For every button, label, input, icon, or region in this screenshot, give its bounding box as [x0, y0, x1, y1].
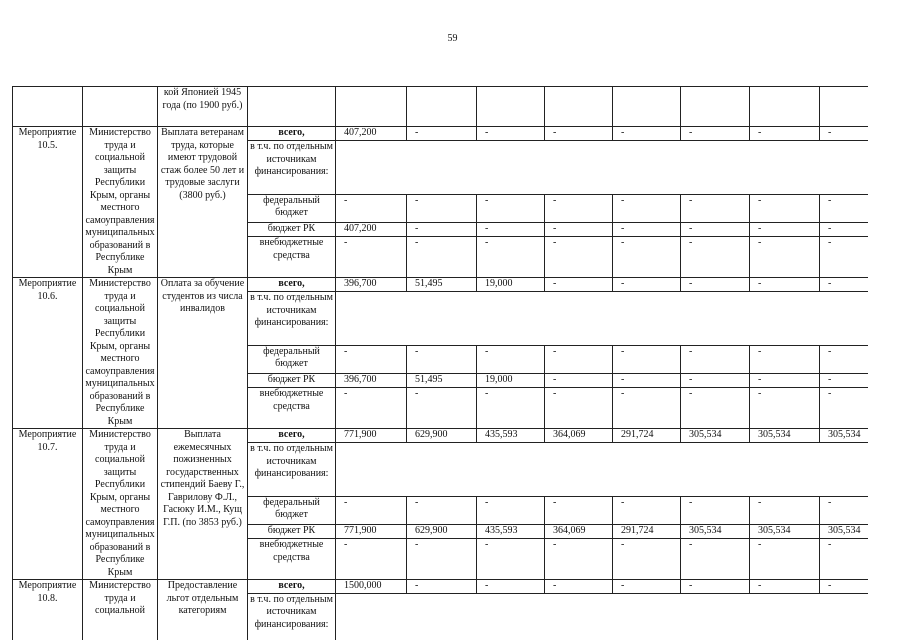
value-cell: 305,534	[750, 524, 820, 538]
value-cell: -	[820, 194, 869, 222]
value-cell: -	[407, 388, 477, 429]
value-cell: -	[477, 127, 545, 141]
value-cell: -	[820, 127, 869, 141]
value-cell: -	[477, 580, 545, 594]
value-cell: -	[336, 496, 407, 524]
value-cell: -	[820, 237, 869, 278]
measure-id: Мероприятие 10.8.	[13, 580, 83, 640]
measure-executor: Министерство труда и социальной защиты Республики Крым, органы местного самоуправления муниципальных образований в Республике Крым	[83, 278, 158, 429]
funding-source-label: всего,	[248, 580, 336, 594]
value-cell: -	[545, 580, 613, 594]
value-cell: -	[477, 496, 545, 524]
value-cell: -	[407, 237, 477, 278]
value-cell: -	[681, 222, 750, 236]
value-cell: -	[613, 496, 681, 524]
funding-source-label: внебюджетные средства	[248, 539, 336, 580]
measure-id: Мероприятие 10.7.	[13, 429, 83, 580]
value-cell: -	[750, 237, 820, 278]
value-cell: -	[681, 237, 750, 278]
value-cell: -	[750, 388, 820, 429]
value-cell: -	[336, 345, 407, 373]
value-cell: -	[613, 373, 681, 387]
empty-value-cell	[336, 292, 869, 346]
value-cell: 435,593	[477, 524, 545, 538]
value-cell: -	[613, 388, 681, 429]
funding-source-label: в т.ч. по отдельным источникам финансирования:	[248, 593, 336, 640]
value-cell: 19,000	[477, 278, 545, 292]
value-cell: -	[477, 237, 545, 278]
value-cell: -	[820, 345, 869, 373]
value-cell: -	[336, 388, 407, 429]
value-cell: -	[407, 539, 477, 580]
value-cell: -	[336, 237, 407, 278]
measure-description: Оплата за обучение студентов из числа инвалидов	[158, 278, 248, 429]
value-cell: 629,900	[407, 429, 477, 443]
value-cell: -	[407, 580, 477, 594]
empty-cell	[248, 87, 336, 127]
value-cell: -	[545, 127, 613, 141]
value-cell: -	[750, 373, 820, 387]
value-cell: -	[681, 373, 750, 387]
value-cell: -	[613, 345, 681, 373]
funding-source-label: бюджет РК	[248, 222, 336, 236]
table-row	[13, 127, 869, 141]
value-cell: 51,495	[407, 373, 477, 387]
value-cell: -	[750, 345, 820, 373]
value-cell: -	[613, 222, 681, 236]
value-cell: -	[545, 496, 613, 524]
funding-source-label: в т.ч. по отдельным источникам финансирования:	[248, 443, 336, 497]
funding-source-label: всего,	[248, 127, 336, 141]
value-cell: -	[407, 194, 477, 222]
funding-source-label: внебюджетные средства	[248, 237, 336, 278]
measure-id: Мероприятие 10.5.	[13, 127, 83, 278]
prev-description-fragment: кой Японией 1945 года (по 1900 руб.)	[158, 87, 248, 127]
value-cell: 435,593	[477, 429, 545, 443]
funding-source-label: в т.ч. по отдельным источникам финансирования:	[248, 141, 336, 195]
table-row	[13, 580, 869, 594]
value-cell: -	[545, 539, 613, 580]
value-cell: -	[820, 388, 869, 429]
budget-table	[12, 86, 868, 640]
measure-executor: Министерство труда и социальной защиты Республики Крым, органы местного самоуправления муниципальных образований в Республике Крым	[83, 127, 158, 278]
value-cell: -	[750, 496, 820, 524]
value-cell: -	[407, 222, 477, 236]
value-cell: 305,534	[820, 429, 869, 443]
value-cell: 771,900	[336, 429, 407, 443]
value-cell: -	[681, 278, 750, 292]
value-cell: -	[681, 345, 750, 373]
funding-source-label: бюджет РК	[248, 373, 336, 387]
value-cell: -	[681, 496, 750, 524]
value-cell: -	[477, 345, 545, 373]
value-cell: -	[407, 496, 477, 524]
measure-description: Предоставление льгот отдельным категориям	[158, 580, 248, 640]
value-cell: 396,700	[336, 278, 407, 292]
funding-source-label: всего,	[248, 278, 336, 292]
value-cell: -	[545, 278, 613, 292]
empty-value-cell	[336, 141, 869, 195]
value-cell: -	[613, 127, 681, 141]
value-cell: 19,000	[477, 373, 545, 387]
value-cell: -	[545, 345, 613, 373]
funding-source-label: в т.ч. по отдельным источникам финансирования:	[248, 292, 336, 346]
value-cell: -	[681, 194, 750, 222]
value-cell: -	[750, 580, 820, 594]
value-cell: -	[407, 345, 477, 373]
value-cell: -	[750, 127, 820, 141]
funding-source-label: всего,	[248, 429, 336, 443]
table-row	[13, 429, 869, 443]
value-cell: -	[613, 278, 681, 292]
value-cell: 364,069	[545, 524, 613, 538]
value-cell: 305,534	[750, 429, 820, 443]
value-cell: -	[613, 539, 681, 580]
value-cell: -	[820, 373, 869, 387]
value-cell: -	[750, 539, 820, 580]
value-cell: 364,069	[545, 429, 613, 443]
page-number: 59	[447, 33, 458, 44]
value-cell: -	[820, 278, 869, 292]
value-cell: 629,900	[407, 524, 477, 538]
value-cell: 51,495	[407, 278, 477, 292]
funding-source-label: федеральный бюджет	[248, 345, 336, 373]
funding-source-label: федеральный бюджет	[248, 194, 336, 222]
value-cell: -	[545, 388, 613, 429]
table-row	[13, 87, 869, 127]
value-cell: 396,700	[336, 373, 407, 387]
value-cell: 291,724	[613, 524, 681, 538]
value-cell: -	[750, 278, 820, 292]
value-cell: -	[545, 222, 613, 236]
value-cell: 771,900	[336, 524, 407, 538]
value-cell: -	[336, 194, 407, 222]
table-body	[13, 87, 869, 640]
value-cell: -	[820, 496, 869, 524]
funding-source-label: бюджет РК	[248, 524, 336, 538]
value-cell: -	[407, 127, 477, 141]
value-cell: -	[820, 222, 869, 236]
budget-table-container	[12, 86, 868, 640]
value-cell: -	[477, 388, 545, 429]
value-cell: -	[613, 194, 681, 222]
value-cell: -	[750, 222, 820, 236]
measure-executor: Министерство труда и социальной защиты Республики Крым, органы местного самоуправления муниципальных образований в Республике Крым	[83, 429, 158, 580]
funding-source-label: федеральный бюджет	[248, 496, 336, 524]
measure-executor: Министерство труда и социальной	[83, 580, 158, 640]
empty-value-cell	[336, 443, 869, 497]
empty-cell	[83, 87, 158, 127]
value-cell: 407,200	[336, 222, 407, 236]
value-cell: -	[477, 539, 545, 580]
value-cell: -	[681, 580, 750, 594]
value-cell: -	[545, 373, 613, 387]
value-cell: -	[613, 237, 681, 278]
table-row	[13, 278, 869, 292]
funding-source-label: внебюджетные средства	[248, 388, 336, 429]
value-cell: -	[477, 222, 545, 236]
value-cell: 305,534	[820, 524, 869, 538]
value-cell: -	[545, 237, 613, 278]
value-cell: 407,200	[336, 127, 407, 141]
measure-id: Мероприятие 10.6.	[13, 278, 83, 429]
value-cell: -	[477, 194, 545, 222]
value-cell: -	[545, 194, 613, 222]
value-cell: 305,534	[681, 524, 750, 538]
value-cell: -	[336, 539, 407, 580]
value-cell: -	[613, 580, 681, 594]
value-cell: -	[820, 580, 869, 594]
value-cell: -	[820, 539, 869, 580]
value-cell: -	[681, 127, 750, 141]
value-cell: -	[681, 539, 750, 580]
measure-description: Выплата ветеранам труда, которые имеют трудовой стаж более 50 лет и трудовые заслуги (3800 руб.)	[158, 127, 248, 278]
value-cell: -	[750, 194, 820, 222]
value-cell: 1500,000	[336, 580, 407, 594]
value-cell: 291,724	[613, 429, 681, 443]
value-cell: 305,534	[681, 429, 750, 443]
empty-value-cell	[336, 593, 869, 640]
measure-description: Выплата ежемесячных пожизненных государственных стипендий Баеву Г., Гаврилову Ф.Л., Гасюку И.М., Кущ Г.П. (по 3853 руб.)	[158, 429, 248, 580]
value-cell: -	[681, 388, 750, 429]
empty-cell	[13, 87, 83, 127]
